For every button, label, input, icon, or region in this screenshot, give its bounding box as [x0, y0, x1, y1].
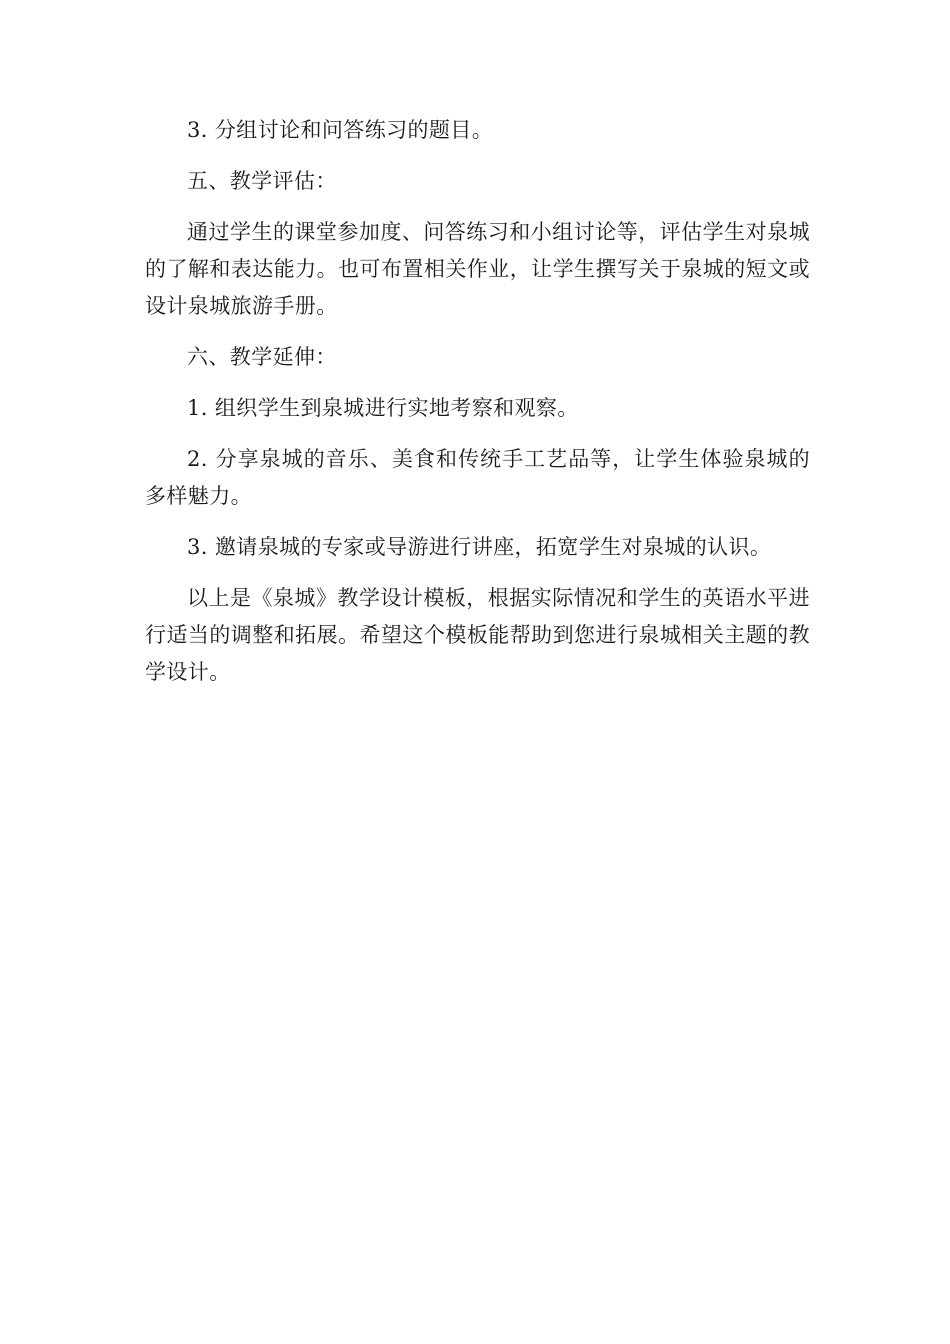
document-body: [145, 112, 810, 705]
paragraph-evaluation-details: 通过学生的课堂参加度、问答练习和小组讨论等，评估学生对泉城的了解和表达能力。也可布置相关作业，让学生撰写关于泉城的短文或设计泉城旅游手册。: [145, 220, 810, 318]
paragraph-conclusion: 以上是《泉城》教学设计模板，根据实际情况和学生的英语水平进行适当的调整和拓展。希望这个模板能帮助到您进行泉城相关主题的教学设计。: [145, 586, 810, 684]
heading-teaching-evaluation: 五、教学评估：: [187, 169, 337, 193]
heading-teaching-extension: 六、教学延伸：: [187, 345, 337, 369]
paragraph-discussion-questions: 3. 分组讨论和问答练习的题目。: [187, 118, 494, 142]
paragraph-extension-item-2: 2. 分享泉城的音乐、美食和传统手工艺品等，让学生体验泉城的多样魅力。: [145, 447, 810, 508]
paragraph-extension-item-1: 1. 组织学生到泉城进行实地考察和观察。: [187, 396, 579, 420]
paragraph-extension-item-3: 3. 邀请泉城的专家或导游进行讲座，拓宽学生对泉城的认识。: [187, 535, 772, 559]
